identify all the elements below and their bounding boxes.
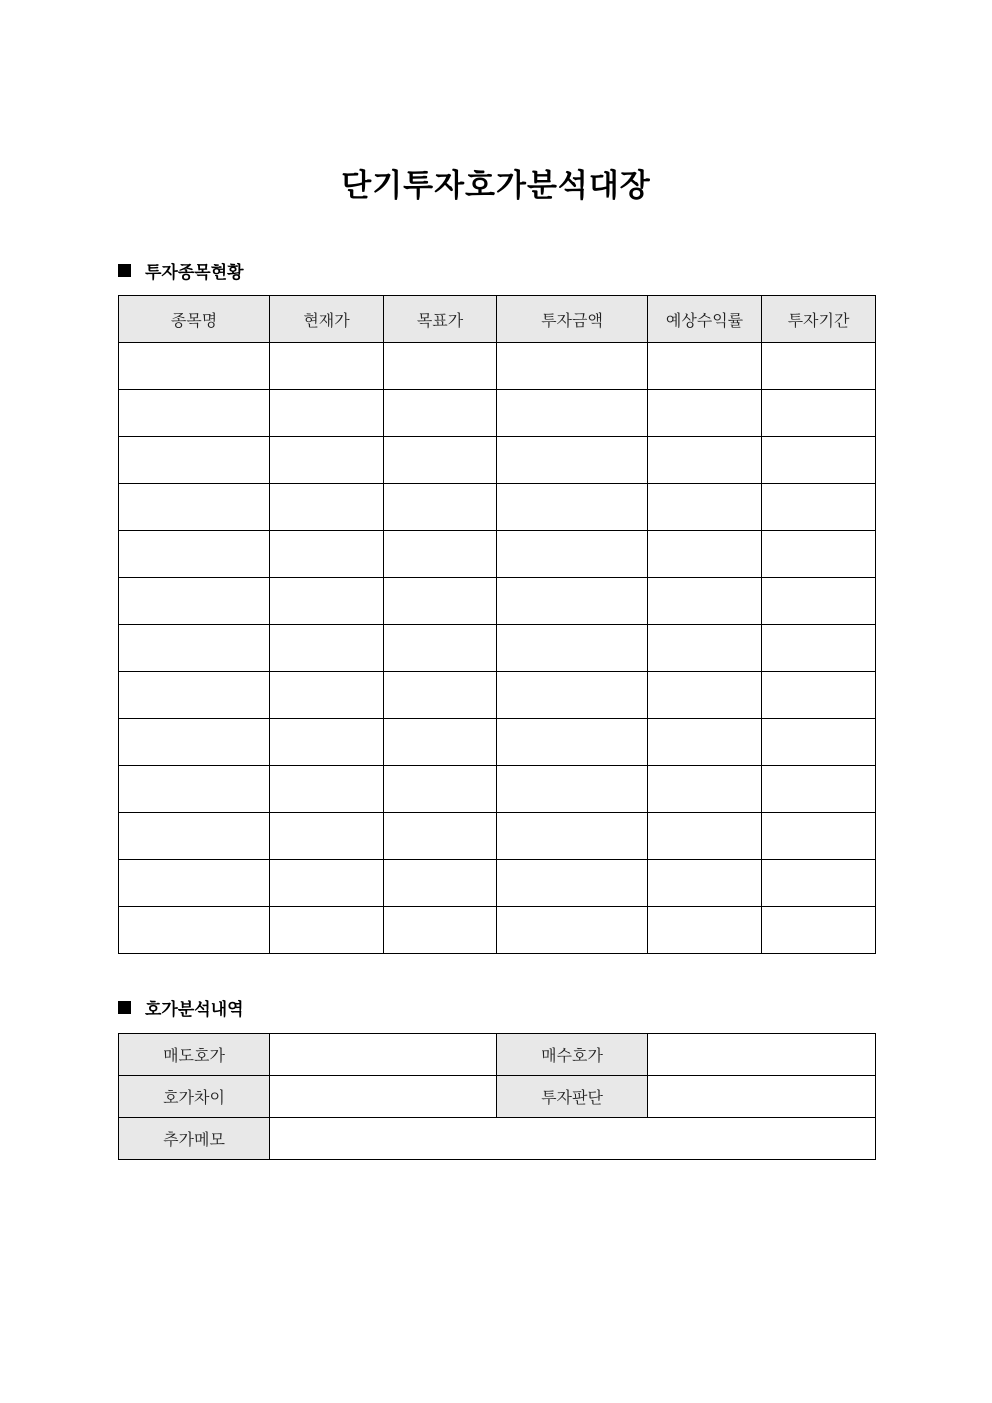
table-row bbox=[119, 625, 876, 672]
target-price-cell[interactable] bbox=[384, 578, 497, 625]
target-price-cell[interactable] bbox=[384, 813, 497, 860]
table-row bbox=[119, 390, 876, 437]
expected-return-cell[interactable] bbox=[648, 672, 762, 719]
investment-amount-cell[interactable] bbox=[497, 343, 648, 390]
table-row bbox=[119, 719, 876, 766]
current-price-cell[interactable] bbox=[270, 813, 384, 860]
square-bullet-icon bbox=[118, 1001, 131, 1014]
investment-amount-cell[interactable] bbox=[497, 672, 648, 719]
investment-period-cell[interactable] bbox=[762, 813, 876, 860]
stock-name-cell[interactable] bbox=[119, 437, 270, 484]
holdings-table bbox=[118, 295, 876, 954]
current-price-cell[interactable] bbox=[270, 766, 384, 813]
target-price-cell[interactable] bbox=[384, 437, 497, 484]
table-row bbox=[119, 860, 876, 907]
analysis-section-heading bbox=[118, 994, 244, 1020]
target-price-cell[interactable] bbox=[384, 390, 497, 437]
target-price-cell[interactable] bbox=[384, 719, 497, 766]
holdings-section-heading bbox=[118, 257, 244, 283]
stock-name-cell[interactable] bbox=[119, 719, 270, 766]
investment-period-cell[interactable] bbox=[762, 719, 876, 766]
column-header-target-price: 목표가 bbox=[384, 296, 497, 343]
analysis-heading-label: 호가분석내역 bbox=[145, 999, 244, 1020]
investment-period-cell[interactable] bbox=[762, 672, 876, 719]
square-bullet-icon bbox=[118, 264, 131, 277]
current-price-cell[interactable] bbox=[270, 578, 384, 625]
target-price-cell[interactable] bbox=[384, 907, 497, 954]
document-title: 단기투자호가분석대장 bbox=[341, 168, 651, 204]
memo-label: 추가메모 bbox=[119, 1118, 270, 1160]
stock-name-cell[interactable] bbox=[119, 625, 270, 672]
holdings-header-row bbox=[119, 296, 876, 343]
investment-amount-cell[interactable] bbox=[497, 625, 648, 672]
expected-return-cell[interactable] bbox=[648, 860, 762, 907]
investment-amount-cell[interactable] bbox=[497, 860, 648, 907]
current-price-cell[interactable] bbox=[270, 625, 384, 672]
investment-amount-cell[interactable] bbox=[497, 907, 648, 954]
current-price-cell[interactable] bbox=[270, 860, 384, 907]
current-price-cell[interactable] bbox=[270, 531, 384, 578]
stock-name-cell[interactable] bbox=[119, 907, 270, 954]
investment-period-cell[interactable] bbox=[762, 484, 876, 531]
expected-return-cell[interactable] bbox=[648, 531, 762, 578]
expected-return-cell[interactable] bbox=[648, 813, 762, 860]
investment-amount-cell[interactable] bbox=[497, 484, 648, 531]
target-price-cell[interactable] bbox=[384, 484, 497, 531]
investment-period-cell[interactable] bbox=[762, 531, 876, 578]
stock-name-cell[interactable] bbox=[119, 578, 270, 625]
target-price-cell[interactable] bbox=[384, 766, 497, 813]
expected-return-cell[interactable] bbox=[648, 766, 762, 813]
target-price-cell[interactable] bbox=[384, 343, 497, 390]
investment-amount-cell[interactable] bbox=[497, 531, 648, 578]
spread-field[interactable] bbox=[270, 1076, 497, 1118]
current-price-cell[interactable] bbox=[270, 719, 384, 766]
table-row bbox=[119, 343, 876, 390]
expected-return-cell[interactable] bbox=[648, 390, 762, 437]
expected-return-cell[interactable] bbox=[648, 437, 762, 484]
column-header-expected-return: 예상수익률 bbox=[648, 296, 762, 343]
current-price-cell[interactable] bbox=[270, 437, 384, 484]
bid-price-field[interactable] bbox=[648, 1034, 876, 1076]
current-price-cell[interactable] bbox=[270, 672, 384, 719]
table-row bbox=[119, 766, 876, 813]
analysis-row-judgement bbox=[119, 1076, 876, 1118]
table-row bbox=[119, 437, 876, 484]
stock-name-cell[interactable] bbox=[119, 484, 270, 531]
investment-period-cell[interactable] bbox=[762, 860, 876, 907]
expected-return-cell[interactable] bbox=[648, 625, 762, 672]
current-price-cell[interactable] bbox=[270, 390, 384, 437]
memo-field[interactable] bbox=[270, 1118, 876, 1160]
column-header-investment-period: 투자기간 bbox=[762, 296, 876, 343]
current-price-cell[interactable] bbox=[270, 484, 384, 531]
table-row bbox=[119, 813, 876, 860]
stock-name-cell[interactable] bbox=[119, 860, 270, 907]
investment-amount-cell[interactable] bbox=[497, 813, 648, 860]
investment-period-cell[interactable] bbox=[762, 766, 876, 813]
table-row bbox=[119, 531, 876, 578]
expected-return-cell[interactable] bbox=[648, 719, 762, 766]
column-header-stock-name: 종목명 bbox=[119, 296, 270, 343]
expected-return-cell[interactable] bbox=[648, 343, 762, 390]
investment-amount-cell[interactable] bbox=[497, 437, 648, 484]
table-row bbox=[119, 907, 876, 954]
analysis-row-memo bbox=[119, 1118, 876, 1160]
expected-return-cell[interactable] bbox=[648, 484, 762, 531]
investment-period-cell[interactable] bbox=[762, 343, 876, 390]
analysis-table bbox=[118, 1033, 876, 1160]
target-price-cell[interactable] bbox=[384, 625, 497, 672]
table-row bbox=[119, 484, 876, 531]
target-price-cell[interactable] bbox=[384, 672, 497, 719]
investment-amount-cell[interactable] bbox=[497, 719, 648, 766]
stock-name-cell[interactable] bbox=[119, 766, 270, 813]
expected-return-cell[interactable] bbox=[648, 907, 762, 954]
stock-name-cell[interactable] bbox=[119, 531, 270, 578]
investment-amount-cell[interactable] bbox=[497, 766, 648, 813]
investment-amount-cell[interactable] bbox=[497, 390, 648, 437]
investment-period-cell[interactable] bbox=[762, 437, 876, 484]
investment-period-cell[interactable] bbox=[762, 625, 876, 672]
stock-name-cell[interactable] bbox=[119, 672, 270, 719]
investment-amount-cell[interactable] bbox=[497, 578, 648, 625]
table-row bbox=[119, 672, 876, 719]
current-price-cell[interactable] bbox=[270, 907, 384, 954]
column-header-current-price: 현재가 bbox=[270, 296, 384, 343]
expected-return-cell[interactable] bbox=[648, 578, 762, 625]
holdings-table-body bbox=[119, 343, 876, 954]
investment-period-cell[interactable] bbox=[762, 390, 876, 437]
investment-period-cell[interactable] bbox=[762, 907, 876, 954]
ask-price-label: 매도호가 bbox=[119, 1034, 270, 1076]
spread-label: 호가차이 bbox=[119, 1076, 270, 1118]
bid-price-label: 매수호가 bbox=[497, 1034, 648, 1076]
investment-decision-field[interactable] bbox=[648, 1076, 876, 1118]
investment-decision-label: 투자판단 bbox=[497, 1076, 648, 1118]
current-price-cell[interactable] bbox=[270, 343, 384, 390]
analysis-row-quotes bbox=[119, 1034, 876, 1076]
holdings-heading-label: 투자종목현황 bbox=[145, 262, 244, 283]
target-price-cell[interactable] bbox=[384, 531, 497, 578]
stock-name-cell[interactable] bbox=[119, 390, 270, 437]
column-header-investment-amount: 투자금액 bbox=[497, 296, 648, 343]
stock-name-cell[interactable] bbox=[119, 343, 270, 390]
ask-price-field[interactable] bbox=[270, 1034, 497, 1076]
table-row bbox=[119, 578, 876, 625]
target-price-cell[interactable] bbox=[384, 860, 497, 907]
investment-period-cell[interactable] bbox=[762, 578, 876, 625]
stock-name-cell[interactable] bbox=[119, 813, 270, 860]
